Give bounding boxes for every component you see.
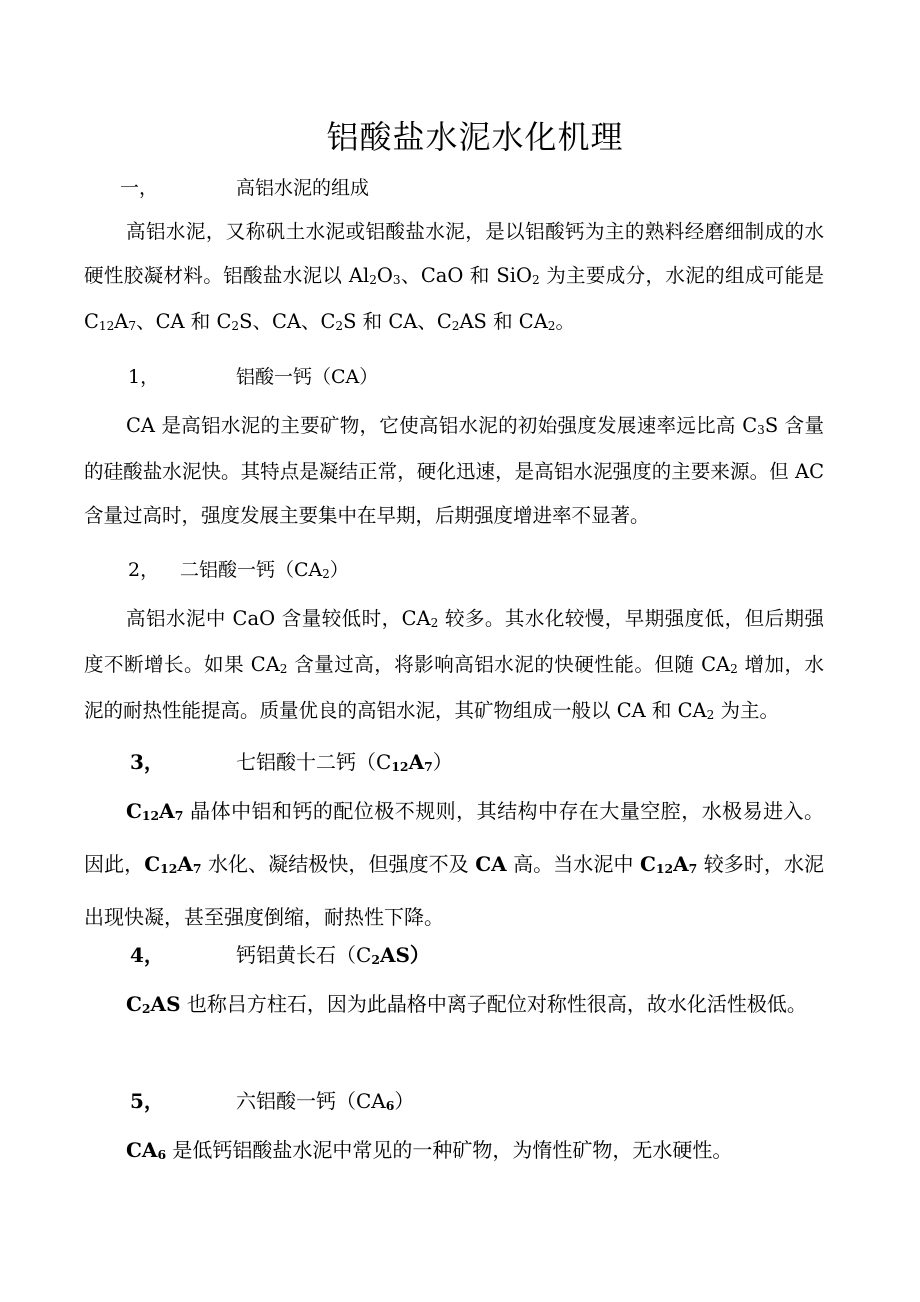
item-4-title: 钙铝黄长石$(C_2AS)$	[236, 943, 430, 968]
item-1-paragraph: CA 是高铝水泥的主要矿物，它使高铝水泥的初始强度发展速率远比高 $C_3S$ 含量的硅酸盐水泥快。其特点是凝结正常，硬化迅速，是高铝水泥强度的主要来源。但 AC 含量过高时，强度发展主要集中在早期，后期强度增进率不显著。	[84, 414, 824, 527]
item-3-number: 3，	[130, 750, 164, 774]
item-2-title: 二铝酸一钙$(CA_2)$	[180, 559, 349, 582]
section-heading	[120, 173, 369, 203]
item-2-number: 2，	[128, 559, 160, 581]
item-2-heading	[128, 555, 349, 587]
item-1-number: 1，	[128, 366, 160, 388]
item-4-heading	[130, 940, 430, 973]
document-title: 铝酸盐水泥水化机理	[326, 118, 624, 156]
section-number: 一，	[120, 177, 159, 199]
item-3-paragraph: $C_{12}A_7$ 晶体中铝和钙的配位极不规则，其结构中存在大量空腔，水极易进入。因此，$C_{12}A_7$ 水化、凝结极快，但强度不及 CA 高。当水泥中 $C_{12}A_7$ 较多时，水泥出现快凝，甚至强度倒缩，耐热性下降。	[84, 799, 825, 929]
section-title: 高铝水泥的组成	[236, 177, 370, 199]
item-3-title: 七铝酸十二钙$(C_{12}A_7)$	[236, 750, 453, 775]
item-2-paragraph: 高铝水泥中 CaO 含量较低时，$CA_2$ 较多。其水化较慢，早期强度低，但后期强度不断增长。如果 $CA_2$ 含量过高，将影响高铝水泥的快硬性能。但随 $CA_2$ 增加，水泥的耐热性能提高。质量优良的高铝水泥，其矿物组成一般以 CA 和 $CA_2$ 为主。	[84, 607, 825, 723]
item-1-heading	[128, 362, 378, 392]
item-4-paragraph: $C_2AS$ 也称吕方柱石，因为此晶格中离子配位对称性很高，故水化活性极低。	[126, 992, 807, 1017]
item-5-title: 六铝酸一钙$(CA_6)$	[236, 1089, 415, 1114]
item-3-heading	[130, 747, 453, 780]
item-5-paragraph: $CA_6$ 是低钙铝酸盐水泥中常见的一种矿物，为惰性矿物，无水硬性。	[126, 1138, 733, 1163]
item-5-number: 5，	[130, 1089, 164, 1113]
item-4-number: 4，	[130, 943, 164, 967]
item-5-heading	[130, 1086, 414, 1119]
intro-paragraph: 高铝水泥，又称矾土水泥或铝酸盐水泥，是以铝酸钙为主的熟料经磨细制成的水硬性胶凝材料。铝酸盐水泥以 $Al_2O_3$、CaO 和 SiO$_2$ 为主要成分，水泥的组成可能是 $C_{12}A_7$、CA 和 $C_2S$、CA、$C_2S$ 和 CA、$C_2AS$ 和 $CA_2$。	[84, 220, 824, 334]
item-1-title: 铝酸一钙（CA）	[236, 366, 379, 388]
